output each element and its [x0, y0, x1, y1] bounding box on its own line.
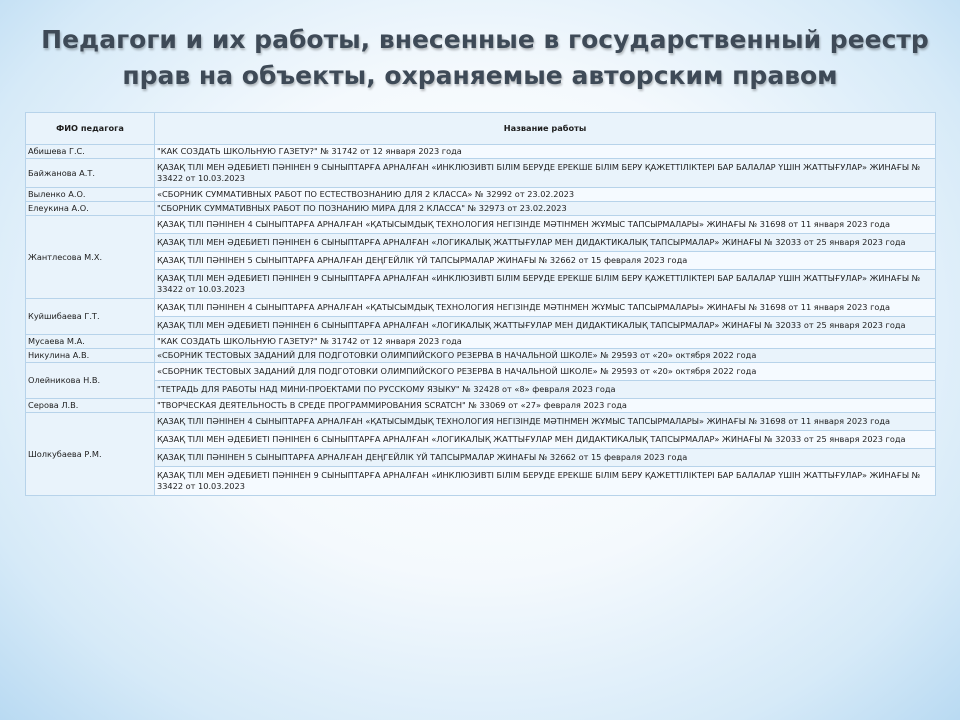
- slide-title-line-1: Педагоги и их работы, внесенные в государственный реестр: [41, 25, 929, 54]
- work-title-cell: "КАК СОЗДАТЬ ШКОЛЬНУЮ ГАЗЕТУ?" № 31742 от 12 января 2023 года: [155, 145, 936, 159]
- work-title-cell: "ТВОРЧЕСКАЯ ДЕЯТЕЛЬНОСТЬ В СРЕДЕ ПРОГРАММИРОВАНИЯ SCRATCH" № 33069 от «27» февраля 2023 года: [155, 399, 936, 413]
- table-row: [26, 159, 936, 188]
- work-title-cell: «СБОРНИК ТЕСТОВЫХ ЗАДАНИЙ ДЛЯ ПОДГОТОВКИ ОЛИМПИЙСКОГО РЕЗЕРВА В НАЧАЛЬНОЙ ШКОЛЕ» № 29593 от «20» октября 2022 года: [155, 363, 936, 381]
- slide-title: [0, 22, 960, 94]
- table-row: [26, 467, 936, 496]
- table-header-row: [26, 113, 936, 145]
- teacher-name-cell: Абишева Г.С.: [26, 145, 155, 159]
- teacher-name-cell: Выленко А.О.: [26, 188, 155, 202]
- header-work-title: Название работы: [155, 113, 936, 145]
- work-title-cell: ҚАЗАҚ ТІЛІ МЕН ӘДЕБИЕТІ ПӘНІНЕН 9 СЫНЫПТАРҒА АРНАЛҒАН «ИНКЛЮЗИВТІ БІЛІМ БЕРУДЕ ЕРЕКШЕ БІЛІМ БЕРУ ҚАЖЕТТІЛІКТЕРІ БАР БАЛАЛАР ҮШІН ЖАТТЫҒУЛАР» ЖИНАҒЫ № 33422 от 10.03.2023: [155, 467, 936, 496]
- table-row: [26, 349, 936, 363]
- work-title-cell: ҚАЗАҚ ТІЛІ МЕН ӘДЕБИЕТІ ПӘНІНЕН 6 СЫНЫПТАРҒА АРНАЛҒАН «ЛОГИКАЛЫҚ ЖАТТЫҒУЛАР МЕН ДИДАКТИКАЛЫҚ ТАПСЫРМАЛАР» ЖИНАҒЫ № 32033 от 25 января 2023 года: [155, 431, 936, 449]
- table-row: [26, 381, 936, 399]
- work-title-cell: «СБОРНИК ТЕСТОВЫХ ЗАДАНИЙ ДЛЯ ПОДГОТОВКИ ОЛИМПИЙСКОГО РЕЗЕРВА В НАЧАЛЬНОЙ ШКОЛЕ» № 29593 от «20» октября 2022 года: [155, 349, 936, 363]
- table-row: [26, 145, 936, 159]
- work-title-cell: ҚАЗАҚ ТІЛІ ПӘНІНЕН 5 СЫНЫПТАРҒА АРНАЛҒАН ДЕҢГЕЙЛІК ҮЙ ТАПСЫРМАЛАР ЖИНАҒЫ № 32662 от 15 февраля 2023 года: [155, 252, 936, 270]
- table-row: [26, 335, 936, 349]
- work-title-cell: ҚАЗАҚ ТІЛІ ПӘНІНЕН 4 СЫНЫПТАРҒА АРНАЛҒАН «ҚАТЫСЫМДЫҚ ТЕХНОЛОГИЯ НЕГІЗІНДЕ МӘТІНМЕН ЖҰМЫС ТАПСЫРМАЛАРЫ» ЖИНАҒЫ № 31698 от 11 января 2023 года: [155, 299, 936, 317]
- teacher-name-cell: Серова Л.В.: [26, 399, 155, 413]
- table-row: [26, 188, 936, 202]
- teacher-name-cell: Куйшибаева Г.Т.: [26, 299, 155, 335]
- table-row: [26, 299, 936, 317]
- table-row: [26, 399, 936, 413]
- teacher-name-cell: Шолкубаева Р.М.: [26, 413, 155, 496]
- table-row: [26, 431, 936, 449]
- work-title-cell: «СБОРНИК СУММАТИВНЫХ РАБОТ ПО ЕСТЕСТВОЗНАНИЮ ДЛЯ 2 КЛАССА» № 32992 от 23.02.2023: [155, 188, 936, 202]
- table-row: [26, 363, 936, 381]
- table-row: [26, 317, 936, 335]
- teacher-name-cell: Никулина А.В.: [26, 349, 155, 363]
- table-row: [26, 449, 936, 467]
- table-row: [26, 270, 936, 299]
- table-row: [26, 413, 936, 431]
- work-title-cell: "ТЕТРАДЬ ДЛЯ РАБОТЫ НАД МИНИ-ПРОЕКТАМИ ПО РУССКОМУ ЯЗЫКУ" № 32428 от «8» февраля 2023 года: [155, 381, 936, 399]
- work-title-cell: ҚАЗАҚ ТІЛІ МЕН ӘДЕБИЕТІ ПӘНІНЕН 9 СЫНЫПТАРҒА АРНАЛҒАН «ИНКЛЮЗИВТІ БІЛІМ БЕРУДЕ ЕРЕКШЕ БІЛІМ БЕРУ ҚАЖЕТТІЛІКТЕРІ БАР БАЛАЛАР ҮШІН ЖАТТЫҒУЛАР» ЖИНАҒЫ № 33422 от 10.03.2023: [155, 159, 936, 188]
- table-row: [26, 252, 936, 270]
- work-title-cell: ҚАЗАҚ ТІЛІ МЕН ӘДЕБИЕТІ ПӘНІНЕН 6 СЫНЫПТАРҒА АРНАЛҒАН «ЛОГИКАЛЫҚ ЖАТТЫҒУЛАР МЕН ДИДАКТИКАЛЫҚ ТАПСЫРМАЛАР» ЖИНАҒЫ № 32033 от 25 января 2023 года: [155, 317, 936, 335]
- work-title-cell: ҚАЗАҚ ТІЛІ ПӘНІНЕН 5 СЫНЫПТАРҒА АРНАЛҒАН ДЕҢГЕЙЛІК ҮЙ ТАПСЫРМАЛАР ЖИНАҒЫ № 32662 от 15 февраля 2023 года: [155, 449, 936, 467]
- table-row: [26, 234, 936, 252]
- header-teacher-name: ФИО педагога: [26, 113, 155, 145]
- authors-works-table: [25, 112, 936, 496]
- table-row: [26, 216, 936, 234]
- work-title-cell: ҚАЗАҚ ТІЛІ МЕН ӘДЕБИЕТІ ПӘНІНЕН 6 СЫНЫПТАРҒА АРНАЛҒАН «ЛОГИКАЛЫҚ ЖАТТЫҒУЛАР МЕН ДИДАКТИКАЛЫҚ ТАПСЫРМАЛАР» ЖИНАҒЫ № 32033 от 25 января 2023 года: [155, 234, 936, 252]
- work-title-cell: ҚАЗАҚ ТІЛІ ПӘНІНЕН 4 СЫНЫПТАРҒА АРНАЛҒАН «ҚАТЫСЫМДЫҚ ТЕХНОЛОГИЯ НЕГІЗІНДЕ МӘТІНМЕН ЖҰМЫС ТАПСЫРМАЛАРЫ» ЖИНАҒЫ № 31698 от 11 января 2023 года: [155, 413, 936, 431]
- work-title-cell: "СБОРНИК СУММАТИВНЫХ РАБОТ ПО ПОЗНАНИЮ МИРА ДЛЯ 2 КЛАССА" № 32973 от 23.02.2023: [155, 202, 936, 216]
- work-title-cell: ҚАЗАҚ ТІЛІ ПӘНІНЕН 4 СЫНЫПТАРҒА АРНАЛҒАН «ҚАТЫСЫМДЫҚ ТЕХНОЛОГИЯ НЕГІЗІНДЕ МӘТІНМЕН ЖҰМЫС ТАПСЫРМАЛАРЫ» ЖИНАҒЫ № 31698 от 11 января 2023 года: [155, 216, 936, 234]
- teacher-name-cell: Байжанова А.Т.: [26, 159, 155, 188]
- teacher-name-cell: Олейникова Н.В.: [26, 363, 155, 399]
- teacher-name-cell: Жантлесова М.Х.: [26, 216, 155, 299]
- work-title-cell: ҚАЗАҚ ТІЛІ МЕН ӘДЕБИЕТІ ПӘНІНЕН 9 СЫНЫПТАРҒА АРНАЛҒАН «ИНКЛЮЗИВТІ БІЛІМ БЕРУДЕ ЕРЕКШЕ БІЛІМ БЕРУ ҚАЖЕТТІЛІКТЕРІ БАР БАЛАЛАР ҮШІН ЖАТТЫҒУЛАР» ЖИНАҒЫ № 33422 от 10.03.2023: [155, 270, 936, 299]
- work-title-cell: "КАК СОЗДАТЬ ШКОЛЬНУЮ ГАЗЕТУ?" № 31742 от 12 января 2023 года: [155, 335, 936, 349]
- table-body: [26, 145, 936, 496]
- table-row: [26, 202, 936, 216]
- slide-title-line-2: прав на объекты, охраняемые авторским правом: [122, 61, 838, 90]
- teacher-name-cell: Елеукина А.О.: [26, 202, 155, 216]
- teacher-name-cell: Мусаева М.А.: [26, 335, 155, 349]
